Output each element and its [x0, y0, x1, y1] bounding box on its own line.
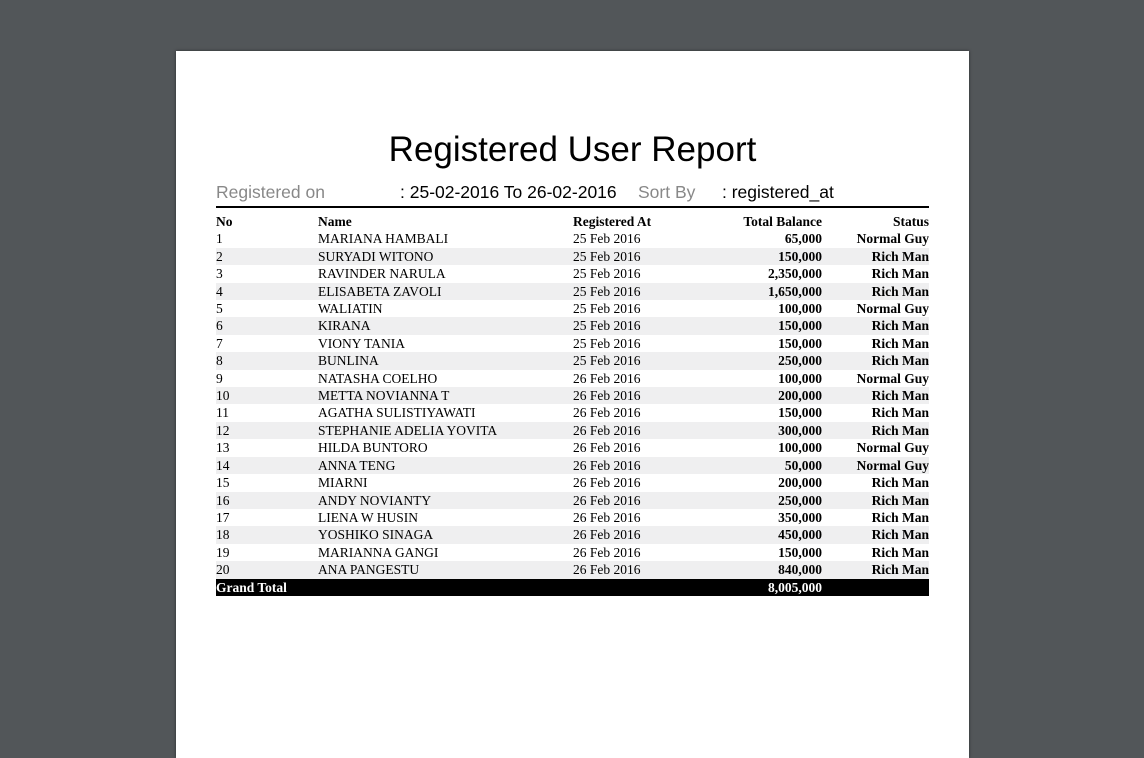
cell-total-balance: 150,000 [778, 405, 822, 421]
table-row [216, 335, 929, 352]
cell-total-balance: 50,000 [708, 457, 822, 474]
cell-name: MARIANA HAMBALI [318, 231, 449, 247]
cell-no: 5 [216, 301, 223, 317]
cell-no: 19 [216, 544, 230, 560]
table-row [216, 457, 929, 474]
column-header-name: Name [318, 214, 352, 229]
cell-no: 10 [216, 387, 318, 404]
user-report-table [216, 213, 929, 596]
cell-status: Rich Man [822, 352, 929, 369]
cell-registered-at: 25 Feb 2016 [573, 301, 641, 317]
cell-no: 16 [216, 492, 318, 509]
table-row [216, 474, 929, 491]
table-row [216, 544, 929, 561]
cell-name: ANDY NOVIANTY [318, 492, 573, 509]
cell-total-balance: 200,000 [708, 387, 822, 404]
cell-status: Rich Man [822, 248, 929, 265]
table-row [216, 370, 929, 387]
cell-registered-at: 25 Feb 2016 [573, 335, 641, 351]
cell-status: Rich Man [822, 526, 929, 543]
cell-no: 7 [216, 335, 223, 351]
cell-total-balance: 250,000 [708, 492, 822, 509]
cell-total-balance: 350,000 [778, 509, 822, 525]
cell-no: 12 [216, 422, 318, 439]
cell-total-balance: 100,000 [778, 370, 822, 386]
cell-registered-at: 26 Feb 2016 [573, 526, 708, 543]
table-row [216, 317, 929, 334]
cell-no: 4 [216, 283, 318, 300]
header-divider [216, 206, 929, 208]
cell-status: Rich Man [822, 283, 929, 300]
cell-name: MARIANNA GANGI [318, 544, 439, 560]
cell-name: STEPHANIE ADELIA YOVITA [318, 422, 573, 439]
cell-total-balance: 450,000 [708, 526, 822, 543]
cell-status: Rich Man [822, 561, 929, 578]
grand-total-label: Grand Total [216, 579, 573, 596]
column-header-status: Status [892, 214, 929, 229]
cell-total-balance: 150,000 [708, 248, 822, 265]
cell-registered-at: 25 Feb 2016 [573, 352, 708, 369]
column-header-registered-at: Registered At [573, 214, 652, 229]
cell-status: Normal Guy [856, 301, 929, 317]
cell-name: BUNLINA [318, 352, 573, 369]
cell-registered-at: 26 Feb 2016 [573, 387, 708, 404]
cell-total-balance: 840,000 [708, 561, 822, 578]
cell-status: Normal Guy [856, 231, 929, 247]
cell-status: Rich Man [871, 544, 929, 560]
cell-registered-at: 25 Feb 2016 [573, 231, 641, 247]
cell-registered-at: 25 Feb 2016 [573, 248, 708, 265]
table-header-row [216, 213, 929, 230]
cell-total-balance: 150,000 [778, 544, 822, 560]
cell-registered-at: 26 Feb 2016 [573, 440, 641, 456]
cell-status: Rich Man [822, 422, 929, 439]
cell-name: RAVINDER NARULA [318, 266, 446, 282]
table-row [216, 526, 929, 543]
table-row [216, 561, 929, 578]
column-header-no: No [216, 214, 233, 229]
cell-name: WALIATIN [318, 301, 383, 317]
table-row [216, 509, 929, 526]
table-body [216, 230, 929, 578]
cell-registered-at: 26 Feb 2016 [573, 509, 641, 525]
cell-registered-at: 26 Feb 2016 [573, 544, 641, 560]
cell-no: 9 [216, 370, 223, 386]
cell-status: Rich Man [871, 405, 929, 421]
cell-total-balance: 2,350,000 [768, 266, 822, 282]
cell-name: ANA PANGESTU [318, 561, 573, 578]
cell-name: METTA NOVIANNA T [318, 387, 573, 404]
cell-name: VIONY TANIA [318, 335, 406, 351]
cell-registered-at: 26 Feb 2016 [573, 405, 641, 421]
cell-total-balance: 300,000 [708, 422, 822, 439]
cell-registered-at: 26 Feb 2016 [573, 561, 708, 578]
grand-total-spacer [573, 579, 708, 596]
cell-no: 15 [216, 475, 230, 491]
table-row [216, 387, 929, 404]
cell-total-balance: 100,000 [778, 301, 822, 317]
grand-total-row [216, 579, 929, 596]
cell-status: Rich Man [822, 387, 929, 404]
cell-no: 11 [216, 405, 229, 421]
cell-name: AGATHA SULISTIYAWATI [318, 405, 476, 421]
grand-total-value: 8,005,000 [708, 579, 822, 596]
grand-total-status-spacer [822, 579, 929, 596]
cell-no: 17 [216, 509, 230, 525]
sort-by-value: : registered_at [722, 182, 834, 202]
table-row [216, 248, 929, 265]
cell-registered-at: 26 Feb 2016 [573, 492, 708, 509]
registered-on-value: : 25-02-2016 To 26-02-2016 [400, 182, 617, 202]
cell-registered-at: 25 Feb 2016 [573, 266, 641, 282]
cell-registered-at: 26 Feb 2016 [573, 422, 708, 439]
table-row [216, 300, 929, 317]
cell-name: SURYADI WITONO [318, 248, 573, 265]
cell-registered-at: 26 Feb 2016 [573, 475, 641, 491]
cell-no: 18 [216, 526, 318, 543]
cell-total-balance: 150,000 [778, 335, 822, 351]
cell-no: 14 [216, 457, 318, 474]
cell-total-balance: 250,000 [708, 352, 822, 369]
cell-name: ANNA TENG [318, 457, 573, 474]
cell-name: YOSHIKO SINAGA [318, 526, 573, 543]
column-header-total-balance: Total Balance [743, 214, 822, 229]
cell-status: Normal Guy [822, 457, 929, 474]
cell-status: Rich Man [871, 475, 929, 491]
cell-status: Rich Man [871, 509, 929, 525]
report-title: Registered User Report [388, 130, 757, 169]
cell-registered-at: 25 Feb 2016 [573, 283, 708, 300]
table-row [216, 422, 929, 439]
table-row [216, 283, 929, 300]
cell-status: Rich Man [871, 335, 929, 351]
cell-name: KIRANA [318, 317, 573, 334]
cell-no: 20 [216, 561, 318, 578]
cell-status: Normal Guy [856, 440, 929, 456]
table-row [216, 265, 929, 282]
sort-by-label: Sort By [638, 182, 696, 202]
table-row [216, 352, 929, 369]
cell-no: 13 [216, 440, 230, 456]
cell-status: Normal Guy [856, 370, 929, 386]
cell-name: NATASHA COELHO [318, 370, 438, 386]
cell-registered-at: 26 Feb 2016 [573, 370, 641, 386]
cell-name: ELISABETA ZAVOLI [318, 283, 573, 300]
cell-registered-at: 26 Feb 2016 [573, 457, 708, 474]
cell-status: Rich Man [822, 317, 929, 334]
cell-total-balance: 200,000 [778, 475, 822, 491]
cell-no: 2 [216, 248, 318, 265]
registered-on-label: Registered on [216, 182, 325, 202]
cell-no: 3 [216, 266, 223, 282]
cell-total-balance: 150,000 [708, 317, 822, 334]
cell-status: Rich Man [822, 492, 929, 509]
cell-no: 1 [216, 231, 223, 247]
cell-total-balance: 1,650,000 [708, 283, 822, 300]
cell-registered-at: 25 Feb 2016 [573, 317, 708, 334]
table-row [216, 404, 929, 421]
cell-total-balance: 65,000 [784, 231, 822, 247]
cell-name: LIENA W HUSIN [318, 509, 418, 525]
cell-no: 6 [216, 317, 318, 334]
cell-name: HILDA BUNTORO [318, 440, 428, 456]
cell-total-balance: 100,000 [778, 440, 822, 456]
table-row [216, 492, 929, 509]
table-row [216, 439, 929, 456]
cell-status: Rich Man [871, 266, 929, 282]
cell-name: MIARNI [318, 475, 368, 491]
table-row [216, 230, 929, 247]
report-page [176, 51, 969, 758]
cell-no: 8 [216, 352, 318, 369]
